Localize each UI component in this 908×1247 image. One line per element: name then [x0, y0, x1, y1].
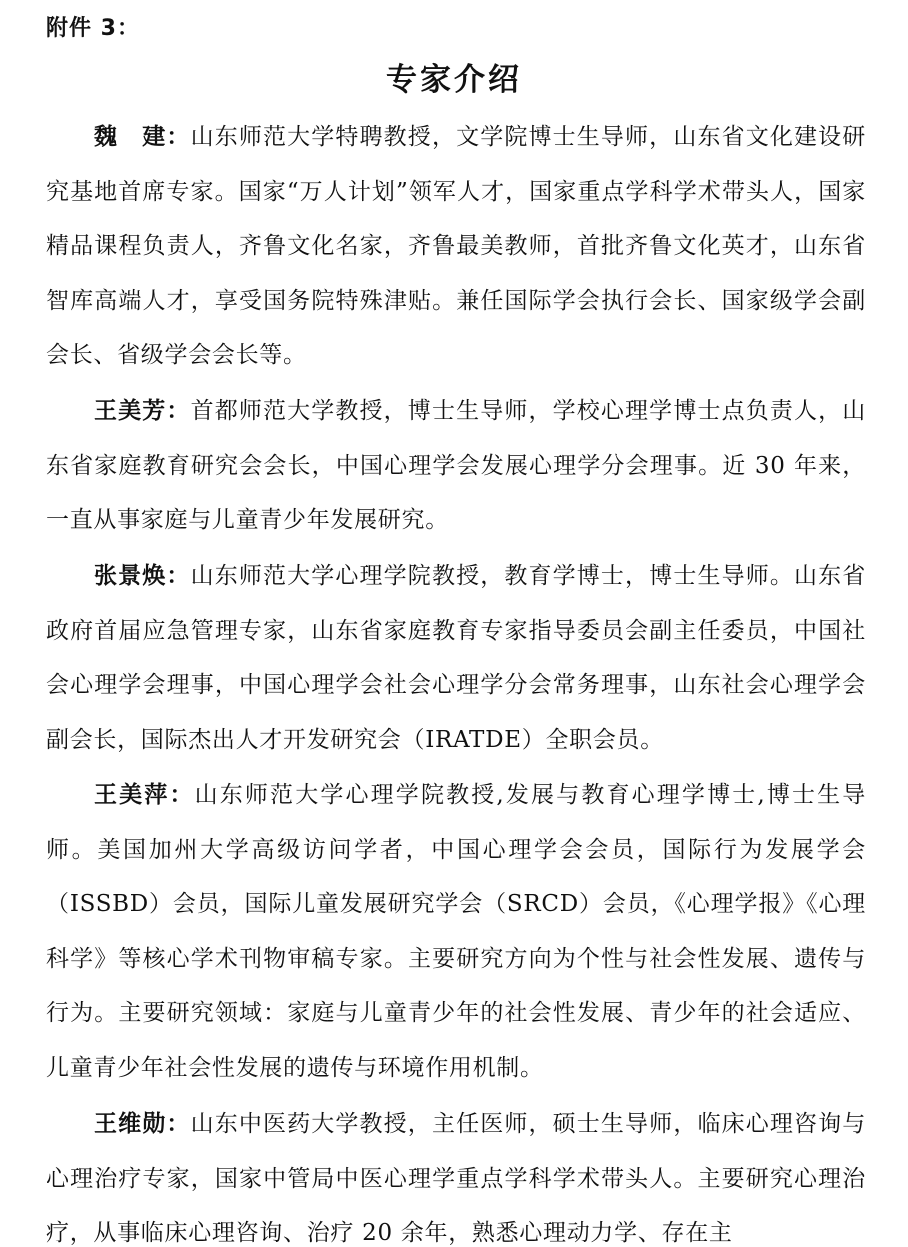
expert-name: 张景焕： — [94, 563, 191, 589]
expert-entry — [46, 1097, 866, 1247]
expert-name: 王维勋： — [94, 1111, 191, 1137]
attachment-label: 附件 3： — [46, 16, 140, 41]
expert-entry — [46, 549, 866, 767]
expert-entry — [46, 110, 866, 383]
expert-bio: 首都师范大学教授，博士生导师，学校心理学博士点负责人，山东省家庭教育研究会会长，中国心理学会发展心理学分会理事。近 30 年来，一直从事家庭与儿童青少年发展研究。 — [46, 398, 866, 534]
expert-bio: 山东中医药大学教授，主任医师，硕士生导师，临床心理咨询与心理治疗专家，国家中管局中医心理学重点学科学术带头人。主要研究心理治疗，从事临床心理咨询、治疗 20 余年，熟悉心理动力学、存在主 — [46, 1111, 866, 1247]
expert-bio: 山东师范大学心理学院教授,发展与教育心理学博士,博士生导师。美国加州大学高级访问学者，中国心理学会会员，国际行为发展学会（ISSBD）会员，国际儿童发展研究学会（SRCD）会员，《心理学报》《心理科学》等核心学术刊物审稿专家。主要研究方向为个性与社会性发展、遗传与行为。主要研究领域：家庭与儿童青少年的社会性发展、青少年的社会适应、儿童青少年社会性发展的遗传与环境作用机制。 — [46, 782, 866, 1081]
expert-bio: 山东师范大学心理学院教授，教育学博士，博士生导师。山东省政府首届应急管理专家，山东省家庭教育专家指导委员会副主任委员，中国社会心理学会理事，中国心理学会社会心理学分会常务理事，山东社会心理学会副会长，国际杰出人才开发研究会（IRATDE）全职会员。 — [46, 563, 866, 753]
expert-bio: 山东师范大学特聘教授，文学院博士生导师，山东省文化建设研究基地首席专家。国家“万人计划”领军人才，国家重点学科学术带头人，国家精品课程负责人，齐鲁文化名家，齐鲁最美教师，首批齐鲁文化英才，山东省智库高端人才，享受国务院特殊津贴。兼任国际学会执行会长、国家级学会副会长、省级学会会长等。 — [46, 124, 866, 369]
expert-name: 魏 建： — [94, 124, 191, 150]
page-title: 专家介绍 — [386, 62, 522, 98]
expert-name: 王美芳： — [94, 398, 191, 424]
expert-entry — [46, 384, 866, 548]
expert-name: 王美萍： — [94, 782, 195, 808]
expert-entry — [46, 768, 866, 1096]
